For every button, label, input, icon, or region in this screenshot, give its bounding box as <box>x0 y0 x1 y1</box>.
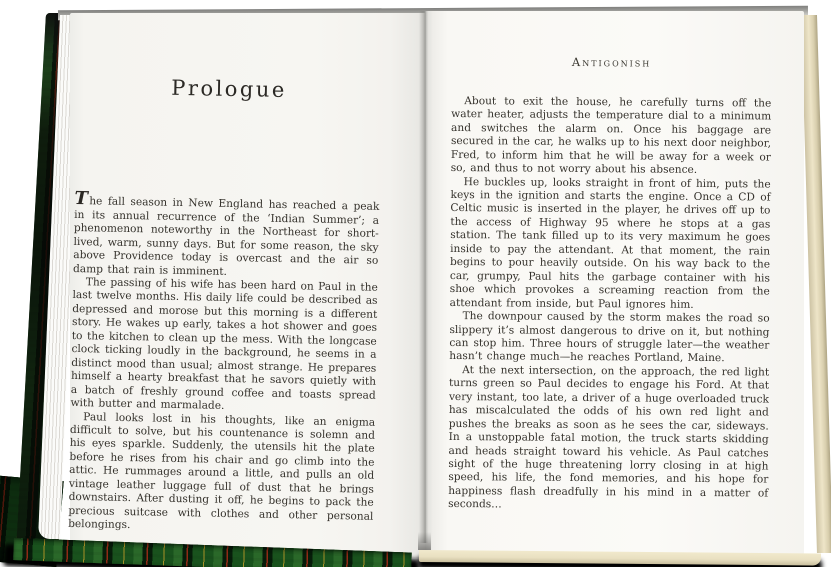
chapter-heading: Prologue <box>171 75 288 103</box>
paragraph-text: he fall season in New England has reached a peak in its annual recurrence of the ‘Indian Summer’; a phenomenon noteworthy in the Northeast for short-lived, warm, sunny days. But for some reason, the sky above Providence today is overcast and the air so damp that rain is imminent. <box>72 195 380 278</box>
drop-cap: T <box>74 188 89 210</box>
paragraph: The downpour caused by the storm makes the road so slippery it’s almost dangerous to drive on it, but nothing can stop him. Three hours of struggle later—the weather hasn’t change much—he reaches Portland, Maine. <box>449 310 770 365</box>
page-stack-right-edge <box>801 15 831 553</box>
paragraph <box>72 188 380 282</box>
paragraph: The passing of his wife has been hard on Paul in the last twelve months. His daily life could be described as depressed and morose but this morning is a different story. He wakes up early, takes a hot shower and goes to the kitchen to clean up the mess. With the longcase clock ticking loudly in the background, he seems in a distinct mood than usual; almost strange. He prepares himself a hearty breakfast that he savors quietly with a batch of freshly ground coffee and toasts spread with butter and marmalade. <box>70 276 378 412</box>
paragraph: About to exit the house, he carefully turns off the water heater, adjusts the temperature dial to a minimum and switches the alarm on. Once his baggage are secured in the car, he walks up to his next door neighbor, Fred, to inform him that he will be away for a week or so, and thus to not worry about his absence. <box>450 94 772 176</box>
gutter-shadow-base <box>418 532 431 550</box>
left-page-text-column <box>68 13 383 564</box>
right-page <box>425 11 804 560</box>
paragraph: He buckles up, looks straight in front of him, puts the keys in the ignition and starts the engine. Once a CD of Celtic music is inserted in the player, he drives off up to the access of Highway 95 where he stops at a gas station. The tank filled up to its very maximum he goes inside to pay the attendant. At that moment, the rain begins to pour heavily outside. On his way back to the car, grumpy, Paul hits the garbage container with his shoe which provokes a screaming reaction from the attendant from inside, but Paul ignores him. <box>449 175 771 311</box>
paragraph: At the next intersection, on the approach, the red light turns green so Paul decides to engage his Ford. At that very instant, too late, a driver of a huge overloaded truck has miscalculated the odds of his own red light and pushes the breaks as soon as he sees the car, sideways. In a unstoppable fatal motion, the truck starts skidding and heads straight toward his vehicle. As Paul catches sight of the huge threatening lorry closing in at high speed, his life, the fond memories, and his hope for happiness flash dreadfully in his mind in a matter of seconds… <box>448 363 770 511</box>
left-page <box>70 13 425 558</box>
right-page-body <box>448 95 771 515</box>
left-page-body <box>68 188 380 537</box>
gutter-shadow <box>419 11 431 543</box>
running-header: Antigonish <box>571 54 652 70</box>
paragraph: Paul looks lost in his thoughts, like an enigma difficult to solve, but his countenance is solemn and his eyes sparkle. Suddenly, the utensils hit the plate before he rises from his chair and go climb into the attic. He rummages around a little, and pulls an old vintage leather luggage full of dust that he brings downstairs. After dusting it off, he begins to pack the precious suitcase with clothes and other personal belongings. <box>68 410 376 532</box>
right-page-text-column <box>448 11 772 562</box>
